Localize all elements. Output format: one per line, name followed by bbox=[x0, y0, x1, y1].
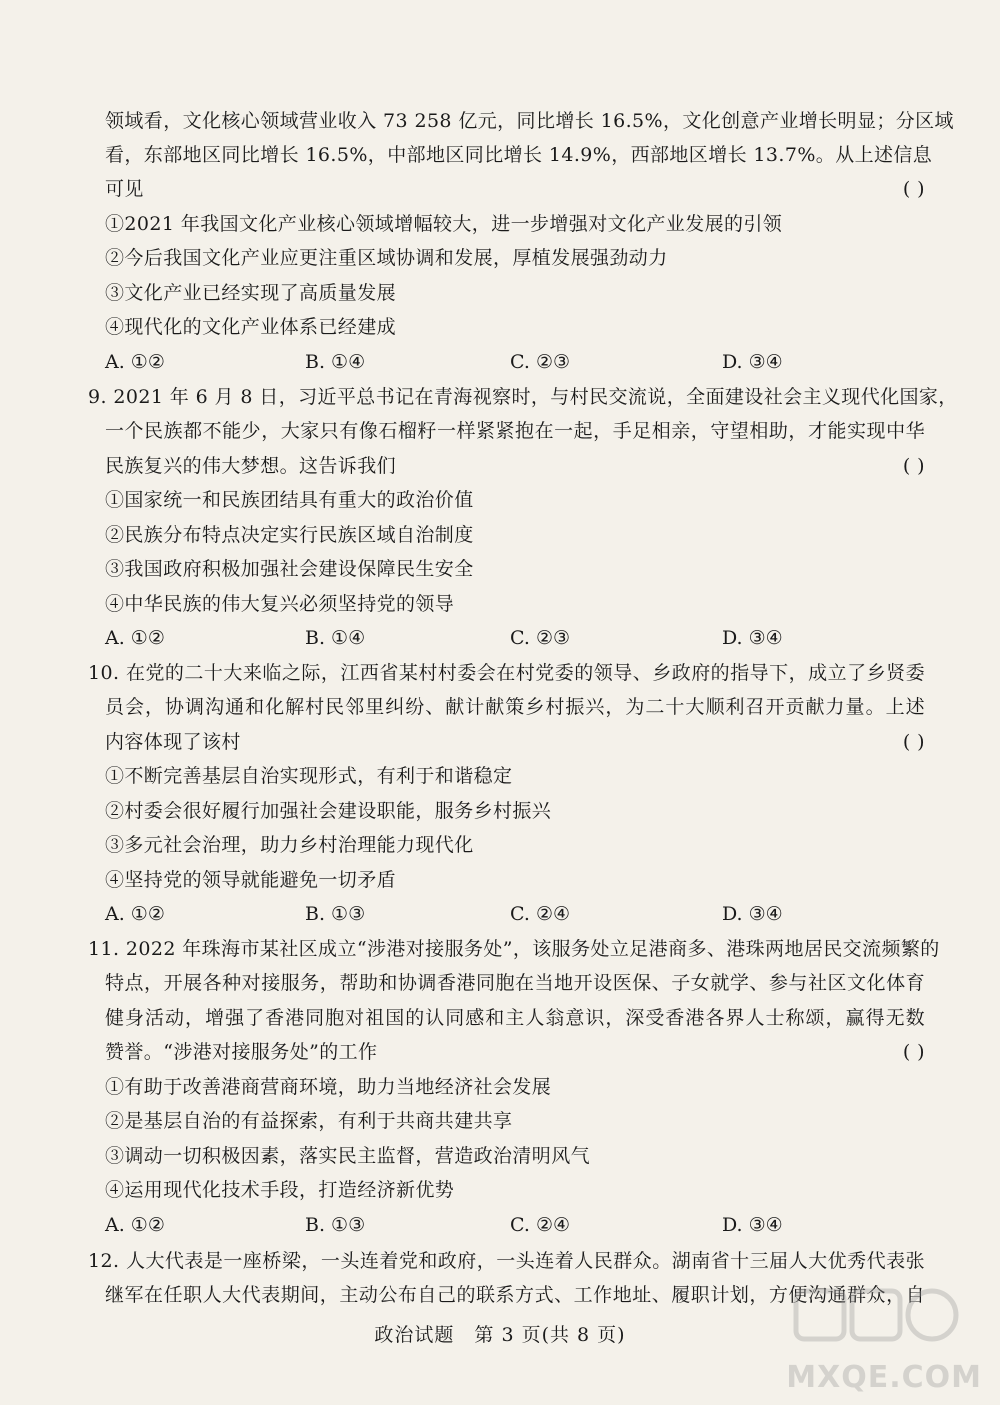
q10-option-2: ②村委会很好履行加强社会建设职能，服务乡村振兴 bbox=[105, 800, 552, 822]
q10-stem-line-1: 10. 在党的二十大来临之际，江西省某村村委会在村党委的领导、乡政府的指导下，成立了乡贤委 bbox=[88, 662, 925, 684]
q9-answer-blank: ( ) bbox=[902, 455, 925, 477]
q9-choice-a: A. ①② bbox=[105, 627, 165, 649]
q9-stem-line-3 bbox=[105, 449, 925, 483]
q11-option-4: ④运用现代化技术手段，打造经济新优势 bbox=[105, 1179, 455, 1201]
q10-stem-line-2: 员会，协调沟通和化解村民邻里纠纷、献计献策乡村振兴，为二十大顺利召开贡献力量。上述 bbox=[105, 696, 925, 718]
q8-option-3: ③文化产业已经实现了高质量发展 bbox=[105, 282, 397, 304]
page-footer: 政治试题 第 3 页(共 8 页) bbox=[374, 1324, 626, 1346]
q8-option-2: ②今后我国文化产业应更注重区域协调和发展，厚植发展强劲动力 bbox=[105, 247, 668, 269]
q9-choice-b: B. ①④ bbox=[305, 627, 366, 649]
q10-choice-a: A. ①② bbox=[105, 903, 165, 925]
q10-choice-b: B. ①③ bbox=[305, 903, 366, 925]
q12-stem-line-2: 继军在任职人大代表期间，主动公布自己的联系方式、工作地址、履职计划，方便沟通群众，自 bbox=[105, 1284, 925, 1306]
q9-stem-text: 民族复兴的伟大梦想。这告诉我们 bbox=[105, 455, 397, 477]
q10-choices bbox=[105, 897, 925, 931]
q9-stem-line-1: 9. 2021 年 6 月 8 日，习近平总书记在青海视察时，与村民交流说，全面建设社会主义现代化国家， bbox=[88, 386, 958, 408]
q11-choice-b: B. ①③ bbox=[305, 1214, 366, 1236]
q8-choice-b: B. ①④ bbox=[305, 351, 366, 373]
q8-answer-blank: ( ) bbox=[902, 178, 925, 200]
q8-choice-a: A. ①② bbox=[105, 351, 165, 373]
q12-stem-line-1: 12. 人大代表是一座桥梁，一头连着党和政府，一头连着人民群众。湖南省十三届人大优秀代表张 bbox=[88, 1250, 925, 1272]
q11-stem-line-4 bbox=[105, 1035, 925, 1069]
q8-choice-d: D. ③④ bbox=[722, 351, 783, 373]
q8-stem-line-2: 看，东部地区同比增长 16.5%，中部地区同比增长 14.9%，西部地区增长 13.7%。从上述信息 bbox=[105, 144, 933, 166]
q8-stem-text: 可见 bbox=[105, 178, 144, 200]
q11-answer-blank: ( ) bbox=[902, 1041, 925, 1063]
q10-choice-d: D. ③④ bbox=[722, 903, 783, 925]
q8-stem-line-1: 领域看，文化核心领域营业收入 73 258 亿元，同比增长 16.5%，文化创意产业增长明显；分区域 bbox=[105, 110, 954, 132]
q8-choices bbox=[105, 345, 925, 379]
q11-choice-d: D. ③④ bbox=[722, 1214, 783, 1236]
q9-option-1: ①国家统一和民族团结具有重大的政治价值 bbox=[105, 489, 474, 511]
q9-choices bbox=[105, 621, 925, 655]
q9-option-2: ②民族分布特点决定实行民族区域自治制度 bbox=[105, 524, 474, 546]
q9-choice-d: D. ③④ bbox=[722, 627, 783, 649]
q9-option-4: ④中华民族的伟大复兴必须坚持党的领导 bbox=[105, 593, 455, 615]
q11-option-1: ①有助于改善港商营商环境，助力当地经济社会发展 bbox=[105, 1076, 552, 1098]
q10-option-1: ①不断完善基层自治实现形式，有利于和谐稳定 bbox=[105, 765, 513, 787]
q11-choice-c: C. ②④ bbox=[510, 1214, 571, 1236]
q11-choices bbox=[105, 1208, 925, 1242]
q8-option-1: ①2021 年我国文化产业核心领域增幅较大，进一步增强对文化产业发展的引领 bbox=[105, 213, 783, 235]
q9-stem-line-2: 一个民族都不能少，大家只有像石榴籽一样紧紧抱在一起，手足相亲，守望相助，才能实现中华 bbox=[105, 420, 925, 442]
q9-choice-c: C. ②③ bbox=[510, 627, 571, 649]
q11-stem-line-2: 特点，开展各种对接服务，帮助和协调香港同胞在当地开设医保、子女就学、参与社区文化体育 bbox=[105, 972, 925, 994]
q11-stem-line-3: 健身活动，增强了香港同胞对祖国的认同感和主人翁意识，深受香港各界人士称颂，赢得无数 bbox=[105, 1007, 925, 1029]
q10-choice-c: C. ②④ bbox=[510, 903, 571, 925]
q8-stem-line-3 bbox=[105, 172, 925, 206]
q10-option-3: ③多元社会治理，助力乡村治理能力现代化 bbox=[105, 834, 474, 856]
q11-stem-text: 赞誉。“涉港对接服务处”的工作 bbox=[105, 1041, 378, 1063]
watermark-logo-icon bbox=[792, 1285, 962, 1345]
q11-choice-a: A. ①② bbox=[105, 1214, 165, 1236]
q9-option-3: ③我国政府积极加强社会建设保障民生安全 bbox=[105, 558, 474, 580]
q10-answer-blank: ( ) bbox=[902, 731, 925, 753]
watermark bbox=[772, 1285, 982, 1395]
q11-option-3: ③调动一切积极因素，落实民主监督，营造政治清明风气 bbox=[105, 1145, 591, 1167]
watermark-text: MXQE.COM bbox=[786, 1360, 982, 1395]
q8-choice-c: C. ②③ bbox=[510, 351, 571, 373]
q10-stem-text: 内容体现了该村 bbox=[105, 731, 241, 753]
q8-option-4: ④现代化的文化产业体系已经建成 bbox=[105, 316, 397, 338]
q11-option-2: ②是基层自治的有益探索，有利于共商共建共享 bbox=[105, 1110, 513, 1132]
q10-stem-line-3 bbox=[105, 725, 925, 759]
q11-stem-line-1: 11. 2022 年珠海市某社区成立“涉港对接服务处”，该服务处立足港商多、港珠两地居民交流频繁的 bbox=[88, 938, 940, 960]
q10-option-4: ④坚持党的领导就能避免一切矛盾 bbox=[105, 869, 397, 891]
